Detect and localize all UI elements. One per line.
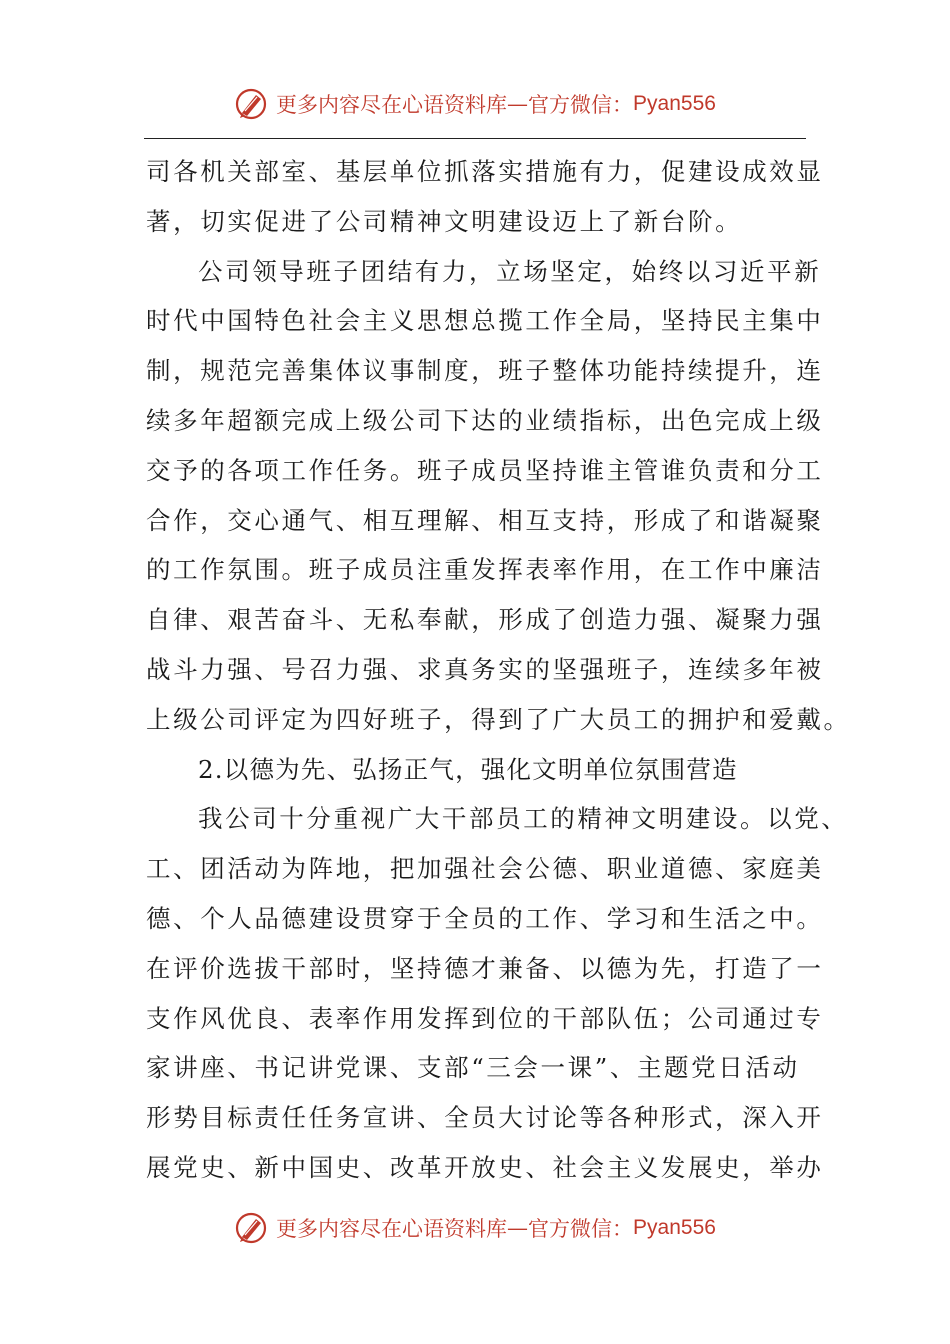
text-line: 家讲座、书记讲党课、支部“三会一课”、主题党日活动	[146, 1053, 800, 1083]
pen-logo-icon	[234, 1210, 270, 1246]
text-line: 工、团活动为阵地，把加强社会公德、职业道德、家庭美	[146, 854, 824, 884]
header-wechat-label: 官方微信：	[528, 93, 634, 117]
pen-logo-icon	[234, 86, 270, 122]
header-dash: —	[507, 92, 529, 116]
text-line: 自律、艰苦奋斗、无私奉献，形成了创造力强、凝聚力强	[146, 605, 824, 635]
header-wechat-id: Pyan556	[633, 92, 716, 115]
section-heading: 2.以德为先、弘扬正气，强化文明单位氛围营造	[198, 754, 738, 784]
text-line: 续多年超额完成上级公司下达的业绩指标，出色完成上级	[146, 405, 824, 435]
text-line: 展党史、新中国史、改革开放史、社会主义发展史，举办	[146, 1152, 824, 1182]
text-line: 制，规范完善集体议事制度，班子整体功能持续提升，连	[146, 356, 824, 386]
text-line: 战斗力强、号召力强、求真务实的坚强班子，连续多年被	[146, 654, 824, 684]
text-line: 的工作氛围。班子成员注重发挥表率作用，在工作中廉洁	[146, 555, 824, 585]
text-line: 著，切实促进了公司精神文明建设迈上了新台阶。	[146, 206, 743, 236]
text-line: 德、个人品德建设贯穿于全员的工作、学习和生活之中。	[146, 903, 824, 933]
header-banner	[0, 84, 950, 124]
footer-wechat-id: Pyan556	[633, 1216, 716, 1239]
text-line: 交予的各项工作任务。班子成员坚持谁主管谁负责和分工	[146, 455, 824, 485]
header-divider	[144, 138, 806, 139]
footer-banner	[0, 1208, 950, 1248]
text-line: 司各机关部室、基层单位抓落实措施有力，促建设成效显	[146, 157, 824, 186]
paragraph-start-line: 我公司十分重视广大干部员工的精神文明建设。以党、	[198, 804, 849, 834]
footer-wechat-label: 官方微信：	[528, 1217, 634, 1241]
header-site-text: 更多内容尽在心语资料库	[276, 93, 508, 117]
document-body	[146, 147, 851, 1193]
footer-dash: —	[507, 1216, 529, 1240]
paragraph-start-line: 公司领导班子团结有力，立场坚定，始终以习近平新	[198, 256, 822, 286]
text-line: 合作，交心通气、相互理解、相互支持，形成了和谐凝聚	[146, 505, 824, 535]
text-line: 上级公司评定为四好班子，得到了广大员工的拥护和爱戴。	[146, 704, 851, 734]
text-line: 在评价选拔干部时，坚持德才兼备、以德为先，打造了一	[146, 953, 824, 983]
text-line: 时代中国特色社会主义思想总揽工作全局，坚持民主集中	[146, 306, 824, 336]
text-line: 支作风优良、表率作用发挥到位的干部队伍；公司通过专	[146, 1003, 824, 1033]
footer-site-text: 更多内容尽在心语资料库	[276, 1217, 508, 1241]
text-line: 形势目标责任任务宣讲、全员大讨论等各种形式，深入开	[146, 1103, 824, 1133]
